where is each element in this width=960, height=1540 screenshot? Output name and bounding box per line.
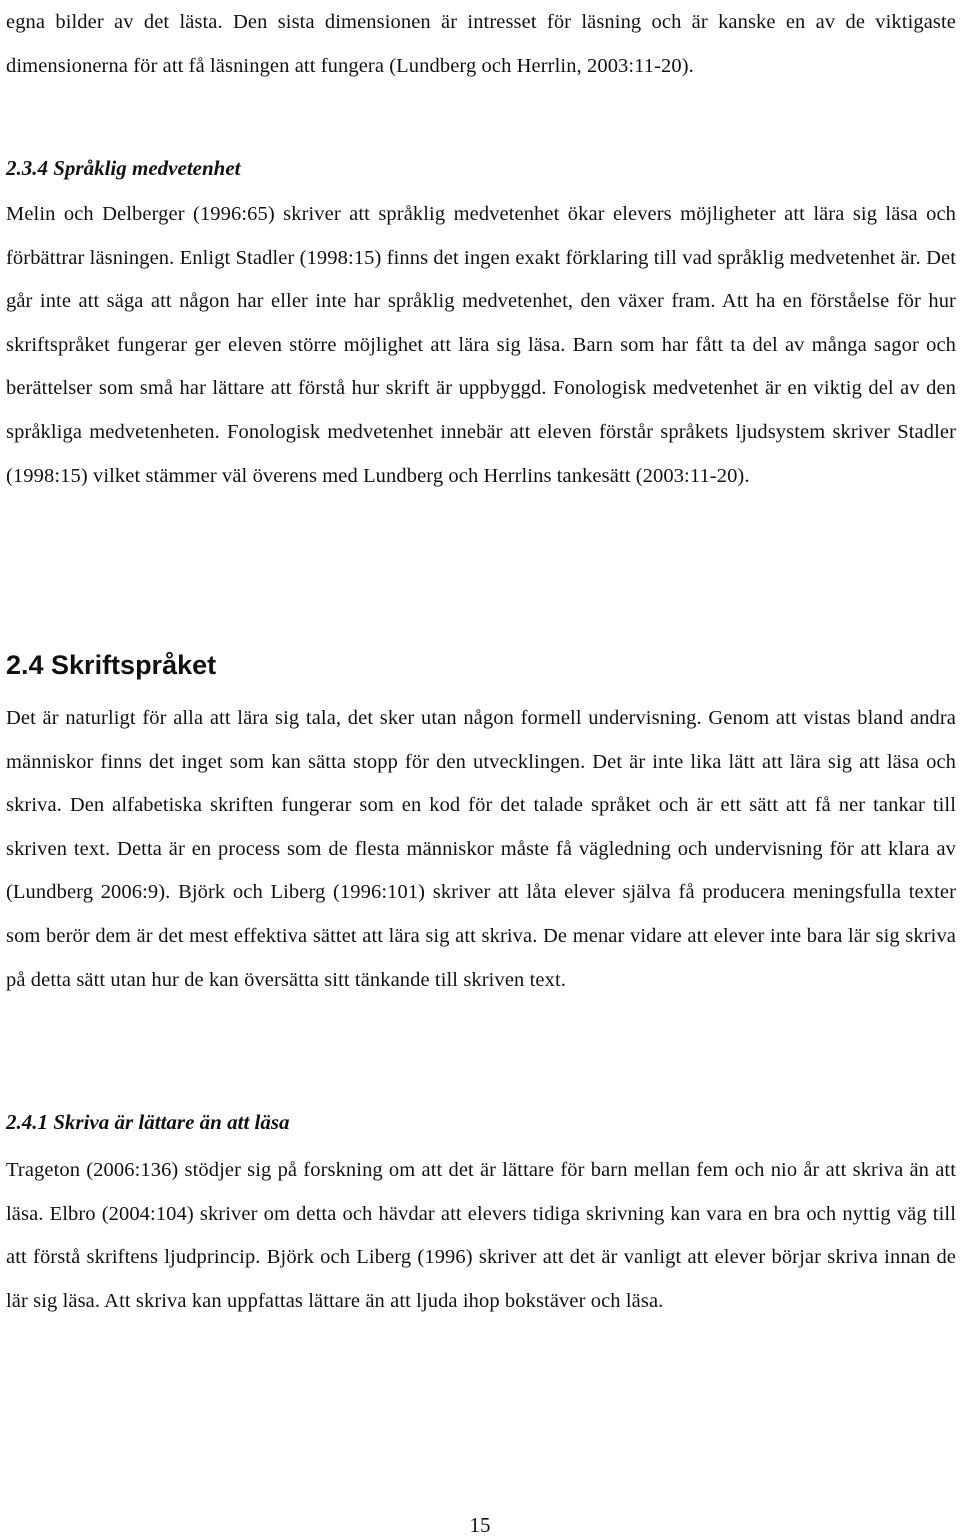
section-paragraph-skriftspraket: Det är naturligt för alla att lära sig tala, det sker utan någon formell undervisning. Genom att vistas bland andra människor finns det inget som kan sätta stopp för den utvecklingen. Det är inte lika lätt att lära sig att läsa och skriva. Den alfabetiska skriften fungerar som en kod för det talade språket och är ett sätt att få ner tankar till skriven text. Detta är en process som de flesta människor måste få vägledning och undervisning för att klara av (Lundberg 2006:9). Björk och Liberg (1996:101) skriver att låta elever själva få producera meningsfulla texter som berör dem är det mest effektiva sättet att lära sig att skriva. De menar vidare att elever inte bara lär sig skriva på detta sätt utan hur de kan översätta sitt tänkande till skriven text. <box>6 707 956 991</box>
intro-paragraph: egna bilder av det lästa. Den sista dimensionen är intresset för läsning och är kanske en av de viktigaste dimensionerna för att få läsningen att fungera (Lundberg och Herrlin, 2003:11-20). <box>6 11 956 77</box>
section-paragraph-skriva-lattare: Trageton (2006:136) stödjer sig på forskning om att det är lättare för barn mellan fem och nio år att skriva än att läsa. Elbro (2004:104) skriver om detta och hävdar att elevers tidiga skrivning kan vara en bra och nyttig väg till att förstå skriftens ljudprincip. Björk och Liberg (1996) skriver att det är vanligt att elever börjar skriva innan de lär sig läsa. Att skriva kan uppfattas lättare än att ljuda ihop bokstäver och läsa. <box>6 1159 956 1312</box>
section-paragraph-sprakling-medvetenhet: Melin och Delberger (1996:65) skriver att språklig medvetenhet ökar elevers möjligheter att lära sig läsa och förbättrar läsningen. Enligt Stadler (1998:15) finns det ingen exakt förklaring till vad språklig medvetenhet är. Det går inte att säga att någon har eller inte har språklig medvetenhet, den växer fram. Att ha en förståelse för hur skriftspråket fungerar ger eleven större möjlighet att lära sig läsa. Barn som har fått ta del av många sagor och berättelser som små har lättare att förstå hur skrift är uppbyggd. Fonologisk medvetenhet är en viktig del av den språkliga medvetenheten. Fonologisk medvetenhet innebär att eleven förstår språkets ljudsystem skriver Stadler (1998:15) vilket stämmer väl överens med Lundberg och Herrlins tankesätt (2003:11-20). <box>6 203 956 487</box>
section-heading-skriva-lattare: 2.4.1 Skriva är lättare än att läsa <box>6 1110 290 1134</box>
section-heading-sprakling-medvetenhet: 2.3.4 Språklig medvetenhet <box>6 156 241 180</box>
page-number: 15 <box>469 1513 491 1537</box>
section-heading-skriftspraket: 2.4 Skriftspråket <box>6 650 217 680</box>
